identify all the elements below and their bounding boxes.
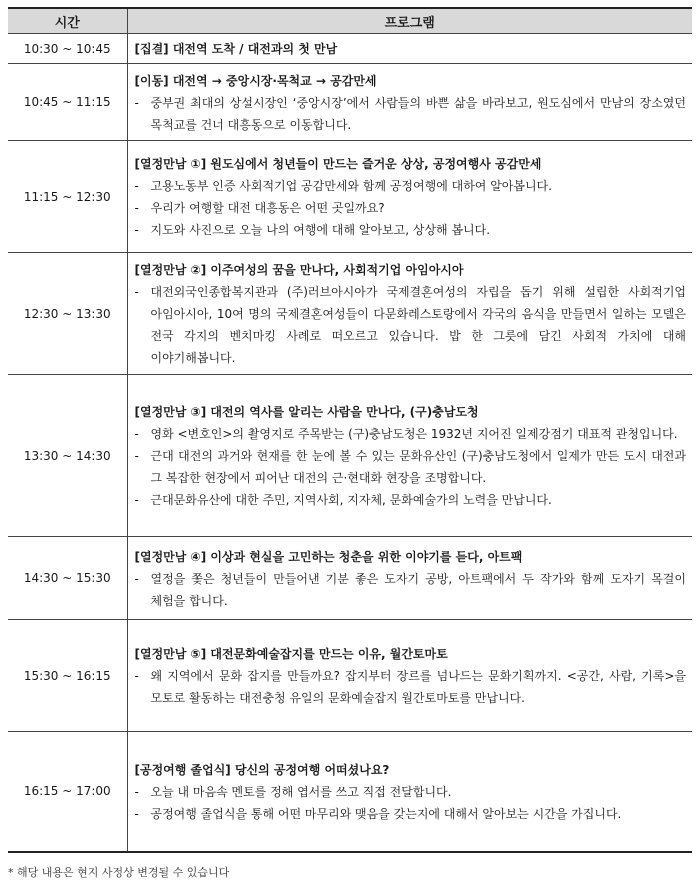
schedule-sheet [8, 7, 692, 853]
bullet-dash: - [134, 493, 139, 507]
program-cell [127, 620, 692, 732]
program-cell [127, 253, 692, 375]
program-cell [127, 732, 692, 852]
bullet-text: 우리가 여행할 대전 대흥동은 어떤 곳일까요? [150, 201, 385, 215]
program-bullet [135, 781, 687, 803]
bullet-dash: - [134, 449, 139, 463]
bullet-text: 중부권 최대의 상설시장인 ‘중앙시장’에서 사람들의 바쁜 삶을 바라보고, 원도심에서 만남의 장소였던 목척교를 건너 대흥동으로 이동합니다. [150, 95, 686, 132]
time-cell: 16:15 ~ 17:00 [8, 732, 127, 852]
footnote: * 해당 내용은 현지 사정상 변경될 수 있습니다 [8, 866, 230, 879]
table-row [8, 141, 692, 253]
table-row [8, 375, 692, 537]
bullet-dash: - [134, 571, 139, 586]
program-bullet [135, 568, 687, 612]
time-cell: 10:30 ~ 10:45 [8, 34, 127, 64]
bullet-text: 열정을 쫓은 청년들이 만들어낸 기분 좋은 도자기 공방, 아트팩에서 두 작가와 함께 도자기 목걸이 체험을 합니다. [150, 571, 686, 608]
bullet-dash: - [134, 806, 139, 821]
table-row [8, 34, 692, 64]
bullet-text: 근대문화유산에 대한 주민, 지역사회, 지자체, 문화예술가의 노력을 만납니다. [150, 493, 552, 507]
program-bullet [135, 175, 687, 197]
bullet-text: 고용노동부 인증 사회적기업 공감만세와 함께 공정여행에 대하여 알아봅니다. [150, 179, 552, 193]
program-title: [열정만남 ①] 원도심에서 청년들이 만드는 즐거운 상상, 공정여행사 공감만세 [134, 157, 542, 171]
bullet-dash: - [134, 179, 139, 193]
program-cell [127, 64, 692, 141]
bullet-dash: - [134, 95, 139, 110]
time-cell: 10:45 ~ 11:15 [8, 64, 127, 141]
bullet-text: 대전외국인종합복지관과 (주)러브아시아가 국제결혼여성의 자립을 돕기 위해 설립한 사회적기업 아임아시아, 10여 명의 국제결혼여성들이 다문화레스토랑에서 각국의 음식을 만들면서 일하는 모델은 전국 각지의 벤치마킹 사례로 떠오르고 있습니다. 밥 한 그릇에 담긴 사회적 가치에 대해 이야기해봅니다. [150, 285, 686, 365]
program-bullet [135, 423, 687, 445]
time-cell: 12:30 ~ 13:30 [8, 253, 127, 375]
time-cell: 15:30 ~ 16:15 [8, 620, 127, 732]
time-cell: 14:30 ~ 15:30 [8, 537, 127, 620]
program-cell [127, 537, 692, 620]
bullet-text: 공정여행 졸업식을 통해 어떤 마무리와 맺음을 갖는지에 대해서 알아보는 시간을 가집니다. [150, 806, 622, 821]
table-row [8, 253, 692, 375]
bullet-dash: - [134, 223, 139, 237]
bullet-text: 근대 대전의 과거와 현재를 한 눈에 볼 수 있는 문화유산인 (구)충남도청에서 일제가 만든 도시 대전과 그 복잡한 현장에서 피어난 대전의 근·현대화 현장을 조명합니다. [150, 449, 686, 485]
program-title: [열정만남 ②] 이주여성의 꿈을 만나다, 사회적기업 아임아시아 [134, 263, 464, 277]
bullet-text: 영화 <변호인>의 촬영지로 주목받는 (구)충남도청은 1932년 지어진 일제강점기 대표적 관청입니다. [150, 427, 678, 441]
program-title: [이동] 대전역 → 중앙시장·목척교 → 공감만세 [134, 73, 377, 88]
bullet-dash: - [134, 285, 139, 299]
header-row [8, 8, 692, 34]
time-cell: 13:30 ~ 14:30 [8, 375, 127, 537]
program-bullet [135, 665, 687, 709]
program-bullet [135, 445, 687, 489]
program-bullet [135, 219, 687, 241]
table-row [8, 64, 692, 141]
bullet-text: 지도와 사진으로 오늘 나의 여행에 대해 알아보고, 상상해 봅니다. [150, 223, 491, 237]
program-column-header: 프로그램 [127, 8, 692, 34]
program-title: [열정만남 ⑤] 대전문화예술잡지를 만드는 이유, 월간토마토 [134, 647, 448, 661]
table-row [8, 537, 692, 620]
program-bullet [135, 489, 687, 511]
bullet-dash: - [134, 669, 139, 683]
schedule-table [8, 7, 692, 853]
bullet-text: 왜 지역에서 문화 잡지를 만들까요? 잡지부터 장르를 넘나드는 문화기획까지. <공간, 사람, 기록>을 모토로 활동하는 대전충청 유일의 문화예술잡지 월간토마토를 만납니다. [150, 669, 686, 705]
table-row [8, 620, 692, 732]
program-bullet [135, 197, 687, 219]
time-cell: 11:15 ~ 12:30 [8, 141, 127, 253]
program-title: [열정만남 ④] 이상과 현실을 고민하는 청춘을 위한 이야기를 듣다, 아트팩 [134, 549, 523, 564]
program-cell [127, 375, 692, 537]
bullet-dash: - [134, 427, 139, 441]
bullet-dash: - [134, 201, 139, 215]
program-bullet [135, 803, 687, 825]
program-title: [열정만남 ③] 대전의 역사를 알리는 사람을 만나다, (구)충남도청 [134, 405, 479, 419]
bullet-text: 오늘 내 마음속 멘토를 정해 엽서를 쓰고 직접 전달합니다. [150, 784, 452, 799]
program-title: [공정여행 졸업식] 당신의 공정여행 어떠셨나요? [134, 762, 390, 777]
table-row [8, 732, 692, 852]
program-bullet [135, 281, 687, 369]
time-column-header: 시간 [8, 8, 127, 34]
bullet-dash: - [134, 784, 139, 799]
program-title: [집결] 대전역 도착 / 대전과의 첫 만남 [134, 42, 338, 56]
program-bullet [135, 92, 687, 136]
program-cell [127, 34, 692, 64]
program-cell [127, 141, 692, 253]
